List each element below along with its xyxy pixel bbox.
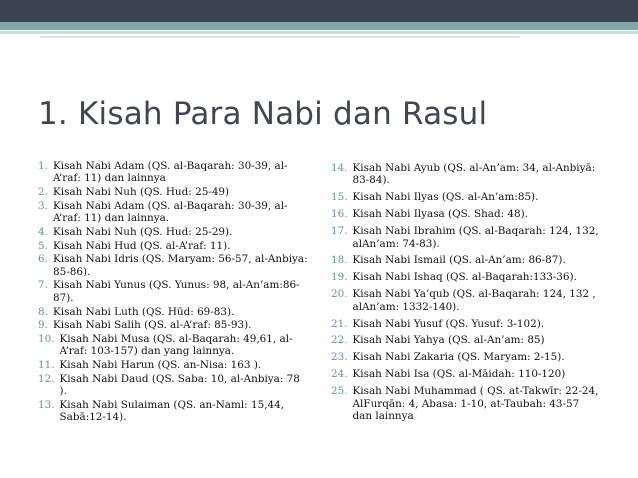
item-number: 16.	[331, 208, 348, 221]
item-text: Kisah Nabi Musa (QS. al-Baqarah: 49,61, al-A’raf: 103-157) dan yang lainnya.	[59, 332, 293, 358]
item-number: 19.	[331, 271, 348, 284]
item-number: 25.	[331, 385, 348, 398]
list-item	[38, 200, 308, 225]
list-item	[38, 399, 308, 424]
list-item	[38, 319, 308, 331]
item-text: Kisah Nabi Yunus (QS. Yunus: 98, al-An’am:86-87).	[53, 279, 300, 304]
item-text: Kisah Nabi Luth (QS. Hūd: 69-83).	[53, 305, 235, 318]
item-number: 18.	[331, 254, 348, 267]
list-item	[38, 253, 308, 278]
slide-title: 1. Kisah Para Nabi dan Rasul	[38, 96, 488, 132]
item-number: 24.	[331, 368, 348, 381]
item-number: 6.	[38, 253, 48, 266]
item-number: 13.	[38, 398, 55, 411]
item-number: 10.	[38, 332, 55, 345]
item-text: Kisah Nabi Nuh (QS. Hud: 25-49)	[53, 186, 230, 199]
item-text: Kisah Nabi Daud (QS. Saba: 10, al-Anbiya: 78 ).	[59, 372, 300, 398]
list-item	[38, 160, 308, 185]
item-text: Kisah Nabi Ayub (QS. al-An’am: 34, al-Anbiyā: 83-84).	[352, 162, 596, 187]
item-number: 9.	[38, 319, 48, 332]
item-text: Kisah Nabi Ibrahim (QS. al-Baqarah: 124, 132, alAn’am: 74-83).	[352, 225, 599, 250]
item-text: Kisah Nabi Sulaiman (QS. an-Naml: 15,44, Sabā:12-14).	[59, 398, 285, 424]
list-item	[331, 271, 601, 283]
item-number: 7.	[38, 279, 48, 292]
item-text: Kisah Nabi Salih (QS. al-A’raf: 85-93).	[53, 319, 252, 332]
list-item	[331, 334, 601, 346]
list-item	[331, 191, 601, 203]
item-text: Kisah Nabi Ya’qub (QS. al-Baqarah: 124, 132 , alAn’am: 1332-140).	[352, 288, 596, 313]
item-number: 20.	[331, 288, 348, 301]
item-text: Kisah Nabi Adam (QS. al-Baqarah: 30-39, al-A’raf: 11) dan lainnya.	[53, 199, 288, 225]
list-item	[331, 351, 601, 363]
item-number: 2.	[38, 186, 48, 199]
list-item	[331, 318, 601, 330]
item-text: Kisah Nabi Harun (QS. an-Nisa: 163 ).	[59, 359, 262, 372]
item-number: 4.	[38, 225, 48, 238]
item-number: 3.	[38, 199, 48, 212]
list-item	[331, 288, 601, 313]
item-number: 5.	[38, 239, 48, 252]
list-item	[331, 385, 601, 422]
item-text: Kisah Nabi Isa (QS. al-Māidah: 110-120)	[352, 368, 566, 381]
list-item	[331, 254, 601, 266]
item-text: Kisah Nabi Idris (QS. Maryam: 56-57, al-Anbiya: 85-86).	[53, 253, 308, 278]
left-list	[38, 160, 308, 425]
item-text: Kisah Nabi Ishaq (QS. al-Baqarah:133-36).	[352, 271, 577, 284]
item-text: Kisah Nabi Nuh (QS. Hud: 25-29).	[53, 225, 233, 238]
item-text: Kisah Nabi Yusuf (QS. Yusuf: 3-102).	[352, 317, 545, 330]
item-text: Kisah Nabi Ismail (QS. al-An’am: 86-87).	[352, 254, 566, 267]
item-number: 23.	[331, 351, 348, 364]
item-number: 12.	[38, 372, 55, 385]
list-item	[331, 208, 601, 220]
item-number: 15.	[331, 191, 348, 204]
list-item	[38, 186, 308, 198]
item-number: 8.	[38, 305, 48, 318]
list-item	[38, 306, 308, 318]
item-number: 11.	[38, 359, 55, 372]
header-accent-band	[0, 22, 638, 30]
list-item	[331, 368, 601, 380]
list-item	[38, 373, 308, 398]
item-number: 1.	[38, 160, 48, 172]
item-text: Kisah Nabi Hud (QS. al-A’raf: 11).	[53, 239, 231, 252]
right-list	[331, 162, 601, 427]
header-band	[0, 0, 638, 22]
item-text: Kisah Nabi Ilyasa (QS. Shad: 48).	[352, 208, 528, 221]
header-divider-thin	[40, 36, 520, 38]
list-item	[38, 333, 308, 358]
item-text: Kisah Nabi Yahya (QS. al-An’am: 85)	[352, 334, 545, 347]
item-number: 14.	[331, 162, 348, 174]
item-number: 22.	[331, 334, 348, 347]
item-text: Kisah Nabi Adam (QS. al-Baqarah: 30-39, al-A’raf: 11) dan lainnya	[53, 160, 288, 185]
item-text: Kisah Nabi Zakaria (QS. Maryam: 2-15).	[352, 351, 565, 364]
header-divider	[0, 31, 638, 34]
item-number: 17.	[331, 225, 348, 238]
item-text: Kisah Nabi Muhammad ( QS. at-Takwīr: 22-24, AlFurqān: 4, Abasa: 1-10, at-Taubah: 43-57 dan lainnya	[352, 385, 599, 422]
item-number: 21.	[331, 317, 348, 330]
item-text: Kisah Nabi Ilyas (QS. al-An’am:85).	[352, 191, 539, 204]
list-item	[331, 162, 601, 187]
list-item	[38, 359, 308, 371]
list-item	[38, 279, 308, 304]
list-item	[38, 240, 308, 252]
list-item	[331, 225, 601, 250]
list-item	[38, 226, 308, 238]
